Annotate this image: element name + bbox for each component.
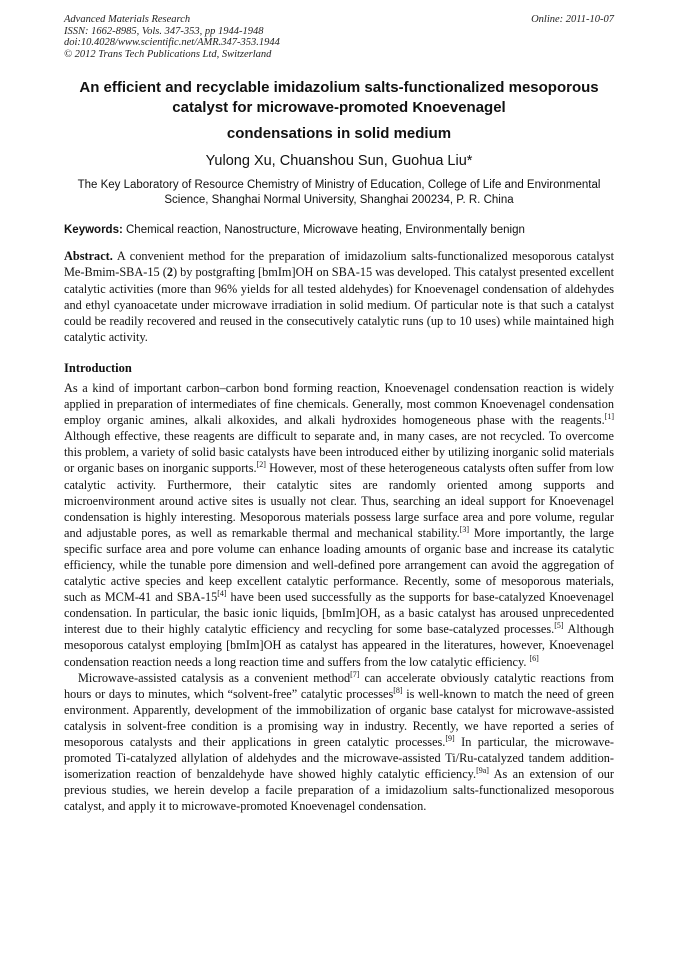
citation-ref: [8]: [393, 685, 403, 695]
compound-number: 2: [166, 265, 173, 280]
citation-ref: [9]: [445, 733, 455, 743]
p1-text-1: As a kind of important carbon–carbon bond forming reaction, Knoevenagel condensation reaction is widely applied in preparation of intermediates of fine chemicals. Generally, most common Knoevenagel condensation employ organic amines, alkali alkoxides, and alkali hydroxides homogeneous phase with the reagents.: [64, 380, 614, 428]
citation-ref: [3]: [459, 524, 470, 534]
online-date: Online: 2011-10-07: [531, 14, 614, 25]
author-list: Yulong Xu, Chuanshou Sun, Guohua Liu*: [205, 153, 473, 170]
citation-ref: [5]: [554, 621, 564, 631]
p2-text-3: is well-known to match the need of green environment. Apparently, development of the immobilization of organic base catalyst for microwave-assisted catalysis in solvent-free condition is a promising way in industry. Recently, we have reported a series of mesoporous catalysts and their applications in green catalytic processes.: [64, 686, 614, 749]
p2-text-5: As an extension of our previous studies, we herein develop a facile preparation of a imidazolium salts-functionalized mesoporous catalyst, and apply it to microwave-promoted Knoevenagel condensation.: [64, 767, 614, 814]
journal-name: Advanced Materials Research: [64, 14, 191, 25]
p2-text-1: Microwave-assisted catalysis as a convenient method: [78, 670, 351, 685]
keywords-label: Keywords:: [64, 224, 123, 237]
journal-header: [64, 14, 614, 60]
citation-ref: [1]: [604, 412, 614, 422]
p1-text-6: Although mesoporous catalyst employing [bmIm]OH as catalyst has appeared in the literatures, however, Knoevenagel condensation reaction needs a long reaction time and suffers from the low catalytic efficiency.: [64, 622, 614, 669]
citation-ref: [9a]: [476, 766, 489, 776]
doi-line: doi:10.4028/www.scientific.net/AMR.347-353.1944: [64, 37, 280, 49]
p1-text-2: Although effective, these reagents are difficult to separate and, in many cases, are not recycled. To overcome this problem, a variety of solid basic catalysts have been introduced either by utilizing inorganic solid materials or organic bases on inorganic supports.: [64, 429, 614, 476]
title-line-2: condensations in solid medium: [226, 125, 452, 143]
paper-title: [64, 78, 614, 144]
keywords-text: Chemical reaction, Nanostructure, Microwave heating, Environmentally benign: [126, 224, 525, 237]
affiliation: The Key Laboratory of Resource Chemistry of Ministry of Education, College of Life and Environmental Science, Shanghai Normal University, Shanghai 200234, P. R. China: [77, 179, 601, 207]
intro-paragraph-2: [64, 670, 614, 815]
citation-ref: [2]: [256, 460, 266, 470]
abstract-label: Abstract.: [64, 249, 113, 264]
keywords-line: [64, 224, 614, 236]
citation-ref: [7]: [350, 669, 360, 679]
title-line-1: An efficient and recyclable imidazolium salts-functionalized mesoporous catalyst for microwave-promoted Knoevenagel: [79, 79, 599, 117]
section-heading-introduction: Introduction: [64, 360, 132, 375]
issn-line: ISSN: 1662-8985, Vols. 347-353, pp 1944-1948: [64, 25, 264, 37]
p2-text-2: can accelerate obviously catalytic reactions from hours or days to minutes, which “solvent-free” catalytic processes: [64, 670, 615, 701]
p1-text-5: have been used successfully as the supports for base-catalyzed Knoevenagel condensation. In particular, the basic ionic liquids, [bmIm]OH, as a basic catalyst has aroused unprecedented interest due to their highly catalytic efficiency and recycling for some base-catalyzed processes.: [64, 590, 614, 637]
abstract-text-1: A convenient method for the preparation of imidazolium salts-functionalized mesoporous catalyst Me-Bmim-SBA-15 (: [64, 249, 614, 280]
p1-text-3: However, most of these heterogeneous catalysts often suffer from low catalytic activity. Furthermore, their catalytic sites are randomly oriented among supports and microenvironment around active sites is usually not clear. Thus, searching an ideal support for Knoevenagel condensation is highly interesting. Mesoporous materials possess large surface area and pore volume, regular and adjustable pores, as well as remarkable thermal and mechanical stability.: [64, 461, 615, 540]
p2-text-4: In particular, the microwave-promoted Ti-catalyzed allylation of aldehydes and the microwave-assisted Ti/Ru-catalyzed tandem addition-isomerization reaction of benzaldehyde have showed highly catalytic efficiency.: [64, 735, 614, 782]
abstract-text-2: ) by postgrafting [bmIm]OH on SBA-15 was developed. This catalyst presented excellent catalytic activities (more than 96% yields for all tested aldehydes) for Knoevenagel condensation of aldehydes and ethyl cyanoacetate under microwave irradiation in solid medium. Of particular note is that such a catalyst could be readily recovered and reused in the consecutively catalytic runs (up to 10 uses) while maintained high catalytic activity.: [64, 265, 615, 344]
citation-ref: [6]: [529, 653, 539, 663]
citation-ref: [4]: [217, 589, 227, 599]
p1-text-4: More importantly, the large specific surface area and pore volume can enhance loading amounts of organic base and increase its catalytic efficiency, while the tunable pore dimension and well-defined pore arrangement can avoid the aggregation of catalytic active species and keep excellent catalytic performance. Recently, some of mesoporous materials, such as MCM-41 and SBA-15: [64, 525, 614, 605]
copyright-line: © 2012 Trans Tech Publications Ltd, Switzerland: [64, 48, 272, 60]
abstract: [64, 248, 614, 345]
intro-paragraph-1: [64, 380, 614, 670]
